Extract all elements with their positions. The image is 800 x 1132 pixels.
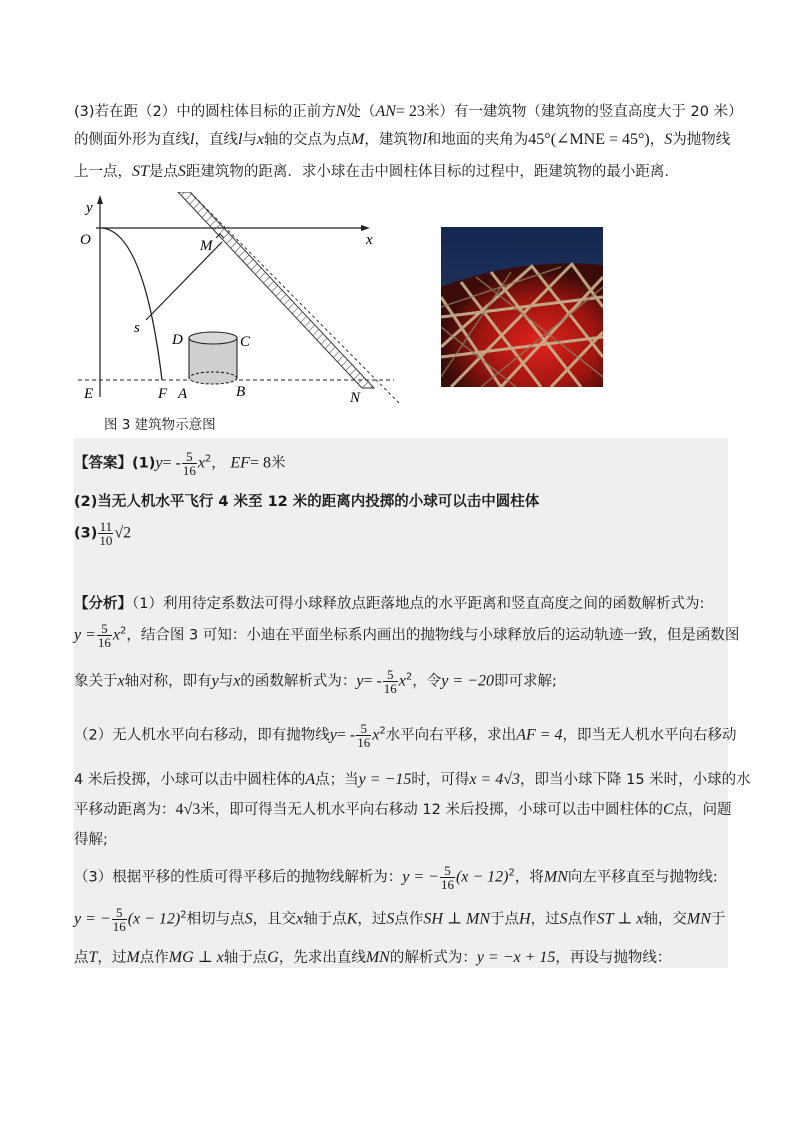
text: ，过 (530, 911, 560, 928)
numerator: 5 (97, 622, 112, 636)
angle-value: 45° (528, 131, 551, 148)
unit: 米 (270, 455, 286, 472)
var-x: x (197, 454, 205, 472)
numerator: 5 (356, 722, 371, 736)
text: 平移动距离为： (74, 802, 176, 818)
text: 点作 (394, 911, 424, 928)
var-y: y (356, 672, 364, 690)
var-s: S (244, 910, 253, 928)
fraction-5-16 (440, 864, 455, 891)
y-axis-arrow (97, 195, 103, 204)
analysis-line-10 (74, 946, 734, 967)
text: 米）有一建筑物（建筑物的竖直高度大于 20 米） (424, 104, 743, 120)
text: ，过 (357, 911, 387, 928)
text: ，即当无人机水平向右移动 (562, 727, 737, 744)
var-s: S (177, 163, 186, 180)
perpendicular-st: ST ⊥ x (596, 910, 644, 928)
text: 的函数解析式为： (240, 673, 357, 690)
analysis-line-7: 得解; (74, 832, 108, 848)
result: x = 4√3 (469, 771, 521, 788)
text: ， (649, 132, 665, 148)
label-b: B (236, 384, 246, 400)
label-d: D (172, 332, 183, 348)
fraction-11-10 (98, 520, 113, 547)
term: (x − 12) (455, 868, 509, 886)
text: 的侧面外形为直线 (74, 132, 190, 148)
fraction-5-16 (383, 668, 398, 695)
text: 的解析式为： (389, 950, 477, 966)
var-x: x (117, 672, 125, 690)
text: 时，可得 (411, 772, 470, 788)
var-mn: MN (686, 910, 711, 928)
text: 水平向右平移，求出 (385, 727, 517, 744)
label-e: E (84, 386, 94, 402)
numerator: 5 (440, 864, 455, 878)
exponent: 2 (508, 867, 515, 879)
equation: y = − (402, 868, 439, 886)
text: ，且交 (252, 911, 297, 928)
text: ，再设与抛物线： (555, 950, 672, 966)
analysis-tag: 【分析】 (74, 596, 132, 612)
var-x: x (398, 672, 406, 690)
text: 和地面的夹角为 (426, 132, 529, 148)
text: 为抛物线 (672, 132, 731, 148)
denominator: 16 (182, 463, 196, 478)
exponent: 2 (120, 625, 127, 637)
label-o: O (80, 232, 91, 248)
text: 象关于 (74, 673, 118, 690)
text: 点作 (567, 911, 597, 928)
question-line-3 (74, 160, 734, 181)
var-m: M (351, 131, 365, 148)
cylinder-top (189, 332, 237, 344)
text: （1）利用待定系数法可得小球释放点距落地点的水平距离和竖直高度之间的函数解析式为: (132, 596, 705, 612)
var-x: x (256, 131, 265, 148)
denominator: 16 (357, 735, 371, 750)
var-x: x (296, 910, 304, 928)
fraction-5-16 (97, 622, 112, 649)
value: 4√3 (175, 801, 201, 818)
part-1-label: (1) (132, 455, 156, 472)
denominator: 16 (112, 919, 126, 934)
answer-line-2: (2)当无人机水平飞行 4 米至 12 米的距离内投掷的小球可以击中圆柱体 (74, 494, 540, 510)
operator: = - (162, 454, 181, 472)
var-l: l (237, 131, 243, 148)
question-line-1 (74, 100, 743, 121)
label-s: s (134, 320, 140, 336)
analysis-line-8 (74, 864, 734, 891)
answer-line-3 (74, 520, 734, 547)
label-y: y (86, 200, 93, 216)
equation: y = − (74, 910, 111, 928)
var-y: y (155, 454, 163, 472)
stadium-illustration (441, 227, 603, 387)
sqrt-2: √2 (114, 524, 132, 542)
text: 轴于点 (303, 911, 347, 928)
condition: AF = 4 (516, 726, 563, 744)
stadium-photo (441, 227, 603, 387)
var-mn: MN (543, 868, 568, 886)
var-an: AN (375, 103, 396, 120)
var-y: y (329, 726, 337, 744)
building-diagram (74, 192, 404, 408)
var-l: l (190, 131, 195, 148)
exponent: 2 (204, 453, 212, 465)
perpendicular-mg: MG ⊥ x (168, 949, 224, 966)
text: 点 (74, 950, 89, 966)
numerator: 5 (182, 450, 197, 464)
equation: y = (74, 626, 96, 644)
text: ，直线 (194, 132, 238, 148)
var-t: T (88, 949, 98, 966)
text: ，即当小球下降 15 米时，小球的水 (520, 772, 751, 788)
analysis-line-5 (74, 768, 751, 789)
exponent: 2 (379, 725, 386, 737)
cylinder-base (189, 372, 237, 384)
fraction-5-16 (182, 450, 197, 477)
text: ，结合图 3 可知：小迪在平面坐标系内画出的抛物线与小球释放后的运动轨迹一致，但是函数图 (126, 627, 740, 644)
var-k: K (346, 910, 358, 928)
var-s: S (559, 910, 568, 928)
text: 处（ (346, 104, 376, 120)
var-h: H (519, 910, 531, 928)
numerator: 5 (383, 668, 398, 682)
text: 米，即可得当无人机水平向右移动 12 米后投掷，小球可以击中圆柱体的 (200, 802, 663, 818)
text: 轴对称，即有 (124, 673, 212, 690)
var-g: G (267, 949, 279, 966)
fraction-5-16 (356, 722, 371, 749)
text: ，建筑物 (364, 132, 423, 148)
x-axis-arrow (361, 225, 370, 231)
label-x: x (366, 232, 373, 248)
analysis-line-6 (74, 798, 734, 819)
var-n: N (335, 103, 347, 120)
text: 与 (218, 673, 234, 690)
text: 轴于点 (223, 950, 268, 966)
text: (3)若在距（2）中的圆柱体目标的正前方 (74, 104, 336, 120)
perpendicular-sh: SH ⊥ MN (423, 910, 491, 928)
text: ， (211, 455, 226, 472)
denominator: 10 (99, 533, 113, 548)
text: 于 (710, 911, 726, 928)
var-y: y (211, 672, 219, 690)
question-line-2 (74, 128, 734, 149)
figure-caption: 图 3 建筑物示意图 (104, 417, 216, 433)
denominator: 16 (383, 681, 397, 696)
text: 4 米后投掷，小球可以击中圆柱体的 (74, 772, 306, 788)
analysis-line-2 (74, 621, 740, 650)
text: ，令 (412, 673, 442, 690)
condition: y = −20 (441, 672, 494, 690)
numerator: 11 (99, 519, 113, 534)
label-f: F (158, 386, 168, 402)
text: 于点 (490, 911, 520, 928)
var-ef: EF (230, 454, 250, 472)
text: 点作 (139, 950, 169, 966)
label-m: M (200, 238, 213, 254)
var-s: S (386, 910, 395, 928)
label-a: A (178, 386, 188, 402)
exponent: 2 (180, 909, 187, 921)
var-st: ST (132, 163, 149, 180)
text: 是点 (148, 164, 178, 180)
analysis-line-4 (74, 721, 737, 750)
text: （3）根据平移的性质可得平移后的抛物线解析为： (74, 869, 403, 886)
exponent: 2 (405, 671, 413, 683)
angle-condition: (∠MNE = 45°) (550, 131, 650, 148)
condition: y = −15 (358, 771, 412, 788)
text: 向左平移直至与抛物线: (567, 869, 718, 886)
analysis-line-9 (74, 906, 734, 933)
text: 距建筑物的距离．求小球在击中圆柱体目标的过程中，距建筑物的最小距离. (185, 164, 670, 180)
text: 点，问题 (673, 802, 732, 818)
denominator: 16 (97, 635, 111, 650)
part-3-label: (3) (74, 525, 98, 542)
operator: = - (363, 672, 382, 690)
analysis-line-3 (74, 668, 734, 695)
fraction-5-16 (112, 906, 127, 933)
var-mn: MN (365, 949, 390, 966)
analysis-line-1 (74, 592, 734, 613)
text: 即可求解; (493, 673, 557, 690)
parabola-curve (102, 228, 162, 380)
label-c: C (240, 334, 251, 350)
denominator: 16 (440, 877, 454, 892)
answer-tag: 【答案】 (74, 455, 132, 472)
var-c: C (662, 801, 674, 818)
var-l: l (422, 131, 427, 148)
operator: = - (336, 726, 356, 744)
var-x: x (233, 672, 241, 690)
term: (x − 12) (127, 910, 181, 928)
text: ，先求出直线 (278, 950, 366, 966)
text: 上一点， (74, 164, 132, 180)
var-x: x (372, 726, 380, 744)
text: 点；当 (315, 772, 359, 788)
text: 轴的交点为点 (264, 132, 352, 148)
text: 与 (242, 132, 257, 148)
label-n: N (350, 390, 361, 406)
var-x: x (112, 626, 121, 644)
var-s: S (664, 131, 673, 148)
text: 相切与点 (186, 911, 245, 928)
numerator: 5 (112, 906, 127, 920)
var-m: M (126, 949, 140, 966)
text: 轴，交 (643, 911, 687, 928)
text: ，过 (97, 950, 127, 966)
text: ，将 (514, 869, 544, 886)
line-equation: y = −x + 15 (476, 949, 556, 966)
text: （2）无人机水平向右移动，即有抛物线 (74, 727, 330, 744)
value-8: = 8 (249, 454, 271, 472)
answer-line-1 (74, 450, 734, 477)
var-a: A (305, 771, 316, 788)
value-23: = 23 (395, 103, 425, 120)
